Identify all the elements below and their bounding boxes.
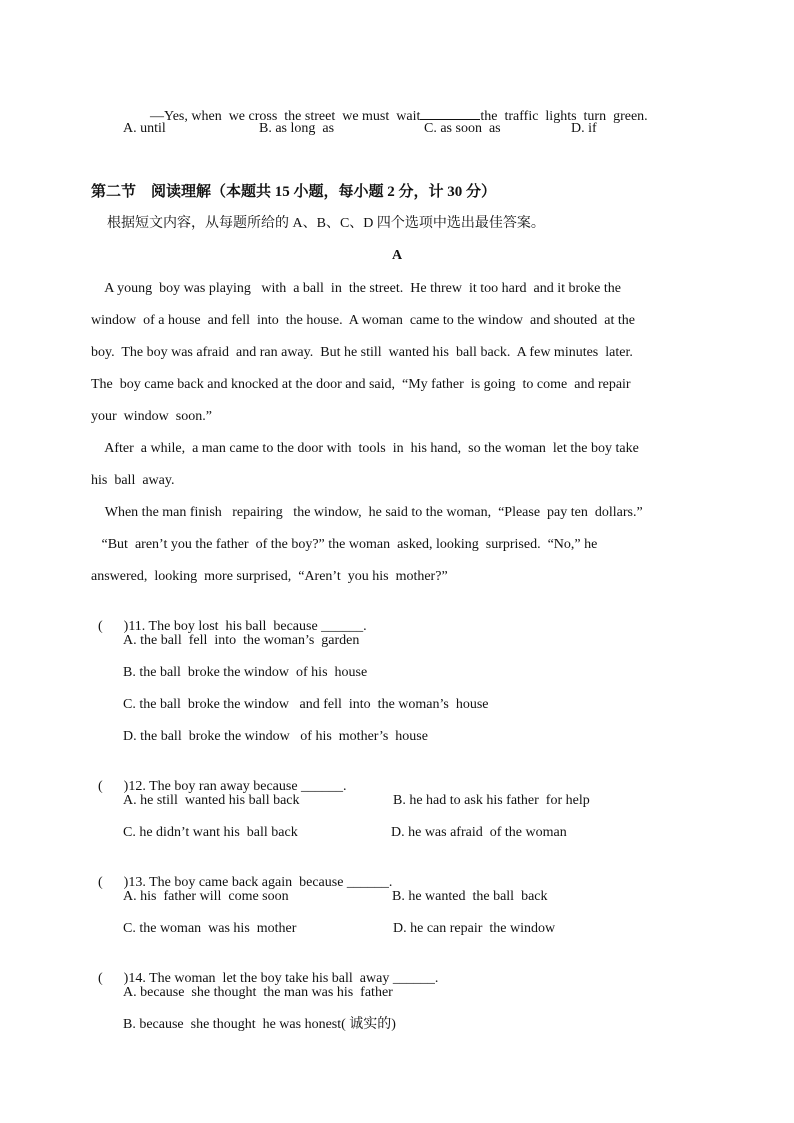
q12-option-d: D. he was afraid of the woman: [391, 825, 567, 840]
passage-line: “But aren’t you the father of the boy?” the woman asked, looking surprised. “No,” he: [91, 537, 598, 552]
question-11: [91, 600, 367, 636]
passage-line: The boy came back and knocked at the door and said, “My father is going to come and repair: [91, 377, 631, 392]
passage-line: his ball away.: [91, 473, 175, 488]
section-title: 第二节 阅读理解（本题共 15 小题，每小题 2 分，计 30 分）: [91, 184, 497, 200]
passage-line: A young boy was playing with a ball in the street. He threw it too hard and it broke the: [91, 281, 621, 296]
answer-paren[interactable]: ( ): [98, 971, 129, 986]
q11-option-d: D. the ball broke the window of his mother’s house: [123, 729, 428, 744]
q11-option-b: B. the ball broke the window of his house: [123, 665, 368, 680]
q13-option-b: B. he wanted the ball back: [392, 889, 548, 904]
prev-option-c: C. as soon as: [424, 121, 501, 136]
prev-option-a: A. until: [123, 121, 166, 136]
q11-option-a: A. the ball fell into the woman’s garden: [123, 633, 360, 648]
passage-label: A: [391, 248, 403, 263]
passage-line: window of a house and fell into the house. A woman came to the window and shouted at the: [91, 313, 635, 328]
question-stem: 13. The boy came back again because ______.: [128, 875, 393, 890]
q13-option-a: A. his father will come soon: [123, 889, 289, 904]
q11-option-c: C. the ball broke the window and fell into the woman’s house: [123, 697, 489, 712]
q13-option-d: D. he can repair the window: [393, 921, 556, 936]
passage-line: your window soon.”: [91, 409, 212, 424]
question-stem: 14. The woman let the boy take his ball away ______.: [128, 971, 439, 986]
passage-line: boy. The boy was afraid and ran away. But he still wanted his ball back. A few minutes later.: [91, 345, 633, 360]
question-stem: 12. The boy ran away because ______.: [128, 779, 347, 794]
question-12: [91, 760, 347, 796]
prev-option-d: D. if: [571, 121, 597, 136]
prev-option-b: B. as long as: [259, 121, 335, 136]
q13-option-c: C. the woman was his mother: [123, 921, 297, 936]
q12-option-a: A. he still wanted his ball back: [123, 793, 300, 808]
passage-line: After a while, a man came to the door with tools in his hand, so the woman let the boy take: [91, 441, 639, 456]
passage-line: When the man finish repairing the window, he said to the woman, “Please pay ten dollars.”: [91, 505, 643, 520]
q12-option-c: C. he didn’t want his ball back: [123, 825, 298, 840]
prev-question-text-before: —Yes, when we cross the street we must wait: [150, 109, 421, 124]
q14-option-b: B. because she thought he was honest( 诚实的): [123, 1017, 396, 1032]
q12-option-b: B. he had to ask his father for help: [393, 793, 590, 808]
question-14: [91, 952, 438, 988]
prev-question-text-after: the traffic lights turn green.: [480, 109, 648, 124]
question-stem: 11. The boy lost his ball because ______.: [128, 619, 367, 634]
section-instruction: 根据短文内容，从每题所给的 A、B、C、D 四个选项中选出最佳答案。: [107, 216, 545, 231]
passage-line: answered, looking more surprised, “Aren’t you his mother?”: [91, 569, 448, 584]
answer-paren[interactable]: ( ): [98, 875, 129, 890]
answer-paren[interactable]: ( ): [98, 779, 129, 794]
answer-paren[interactable]: ( ): [98, 619, 129, 634]
answer-blank: [420, 106, 480, 120]
question-13: [91, 856, 392, 892]
q14-option-a: A. because she thought the man was his father: [123, 985, 393, 1000]
